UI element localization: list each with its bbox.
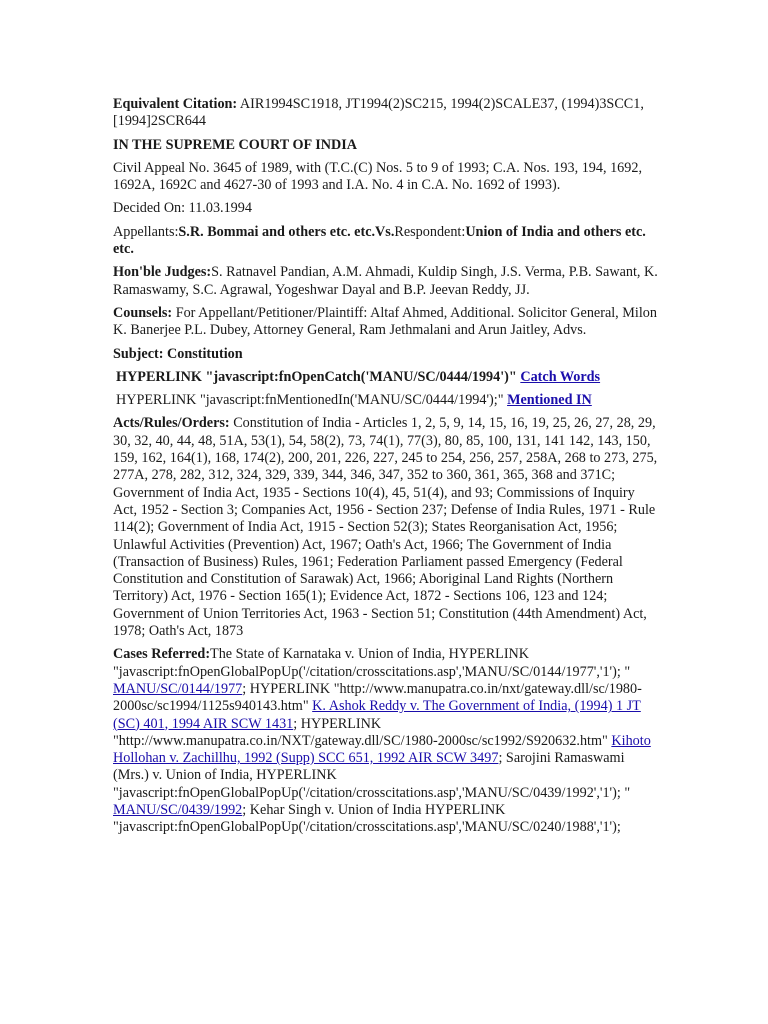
catch-words-hyperlink-text: HYPERLINK "javascript:fnOpenCatch('MANU/SC/0444/1994')": [116, 368, 517, 385]
equivalent-citation-label: Equivalent Citation:: [113, 96, 238, 112]
cases-text-2: ; HYPERLINK "http://www.manupatra.co.in/nxt/gateway.dll/sc/1980-2000sc/sc1994/1125s940143.htm": [113, 680, 642, 715]
appellants-value: S.R. Bommai and others etc. etc.: [178, 223, 376, 240]
subject: Subject: Constitution: [113, 345, 243, 362]
acts-value: Constitution of India - Articles 1, 2, 5, 9, 14, 15, 16, 19, 25, 26, 27, 28, 29, 30, 32, 40, 44, 48, 51A, 53(1), 54, 58(2), 73, 74(1), 77(3), 80, 85, 100, 131, 141 142, 143, 150, 159, 162, 164(1), 168, 174(2), 200, 201, 226, 227, 245 to 254, 256, 257, 258A, 268 to 273, 275, 277A, 278, 282, 312, 324, 329, 339, 344, 346, 347, 352 to 360, 361, 365, 368 and 371C; Government of India Act, 1935 - Sections 10(4), 45, 51(4), and 93; Commissions of Inquiry Act, 1952 - Section 3; Companies Act, 1956 - Section 237; Defense of India Rules, 1971 - Rule 114(2); Government of India Act, 1915 - Section 52(3); States Reorganisation Act, 1956; Unlawful Activities (Prevention) Act, 1967; Oath's Act, 1966; The Government of India (Transaction of Business) Rules, 1961; Federation Parliament passed Emergency (Federal Constitution and Constitution of Sarawak) Act, 1966; Aboriginal Land Rights (Northern Territory) Act, 1976 - Section 165(1); Evidence Act, 1872 - Sections 106, 123 and 124; Government of Union Territories Act, 1963 - Section 51; Constitution (44th Amendment) Act, 1978; Oath's Act, 1873: [113, 415, 658, 640]
cases-text-1: The State of Karnataka v. Union of India, HYPERLINK "javascript:fnOpenGlobalPopUp('/citation/crosscitations.asp','MANU/SC/0144/1977','1'); ": [113, 646, 631, 680]
appellants-label: Appellants:: [113, 223, 179, 240]
catch-words-line: [113, 369, 658, 386]
judges-value: S. Ratnavel Pandian, A.M. Ahmadi, Kuldip Singh, J.S. Verma, P.B. Sawant, K. Ramaswamy, S.C. Agrawal, Yogeshwar Dayal and B.P. Jeevan Reddy, JJ.: [113, 264, 658, 298]
mentioned-in-line: [113, 392, 658, 409]
equivalent-citation: [113, 96, 658, 131]
catch-words-link[interactable]: Catch Words: [520, 368, 601, 385]
counsels: [113, 305, 658, 340]
acts-label: Acts/Rules/Orders:: [113, 415, 230, 432]
cases-label: Cases Referred:: [113, 646, 211, 663]
case-link-manu-sc-0144-1977[interactable]: MANU/SC/0144/1977: [113, 680, 243, 697]
cases-referred: [113, 646, 658, 836]
cases-text-3: ; HYPERLINK "http://www.manupatra.co.in/NXT/gateway.dll/SC/1980-2000sc/sc1992/S920632.htm": [113, 715, 608, 749]
mentioned-in-hyperlink-text: HYPERLINK "javascript:fnMentionedIn('MANU/SC/0444/1994');": [116, 392, 504, 409]
judges: [113, 264, 658, 299]
case-link-manu-sc-0439-1992[interactable]: MANU/SC/0439/1992: [113, 801, 243, 818]
equivalent-citation-value: AIR1994SC1918, JT1994(2)SC215, 1994(2)SCALE37, (1994)3SCC1, [1994]2SCR644: [113, 96, 644, 130]
mentioned-in-link[interactable]: Mentioned IN: [507, 392, 592, 409]
judges-label: Hon'ble Judges:: [113, 264, 212, 281]
respondent-value: Union of India and others etc. etc.: [113, 223, 646, 258]
versus-label: Vs.: [375, 223, 395, 240]
decided-on: Decided On: 11.03.1994: [113, 200, 252, 217]
cases-text-4: ; Sarojini Ramaswami (Mrs.) v. Union of India, HYPERLINK "javascript:fnOpenGlobalPopUp('/citation/crosscitations.asp','MANU/SC/0439/1992','1'); ": [113, 750, 631, 801]
respondent-label: Respondent:: [394, 223, 466, 240]
counsels-label: Counsels:: [113, 304, 173, 321]
counsels-value: For Appellant/Petitioner/Plaintiff: Altaf Ahmed, Additional. Solicitor General, Milon K. Banerjee P.L. Dubey, Attorney General, Ram Jethmalani and Arun Jaitley, Advs.: [113, 304, 657, 339]
document-body: [113, 96, 658, 843]
case-number: Civil Appeal No. 3645 of 1989, with (T.C.(C) Nos. 5 to 9 of 1993; C.A. Nos. 193, 194, 1692, 1692A, 1692C and 4627-30 of 1993 and I.A. No. 4 in C.A. No. 1692 of 1993).: [113, 159, 642, 194]
acts-rules-orders: [113, 415, 658, 640]
case-link-kihoto-hollohan[interactable]: Kihoto Hollohan v. Zachillhu, 1992 (Supp) SCC 651, 1992 AIR SCW 3497: [113, 732, 651, 767]
case-link-ashok-reddy[interactable]: K. Ashok Reddy v. The Government of India, (1994) 1 JT (SC) 401, 1994 AIR SCW 1431: [113, 698, 641, 732]
court-name: IN THE SUPREME COURT OF INDIA: [113, 136, 358, 153]
parties: [113, 224, 658, 259]
cases-text-5: ; Kehar Singh v. Union of India HYPERLINK "javascript:fnOpenGlobalPopUp('/citation/crosscitations.asp','MANU/SC/0240/1988','1');: [113, 801, 621, 836]
